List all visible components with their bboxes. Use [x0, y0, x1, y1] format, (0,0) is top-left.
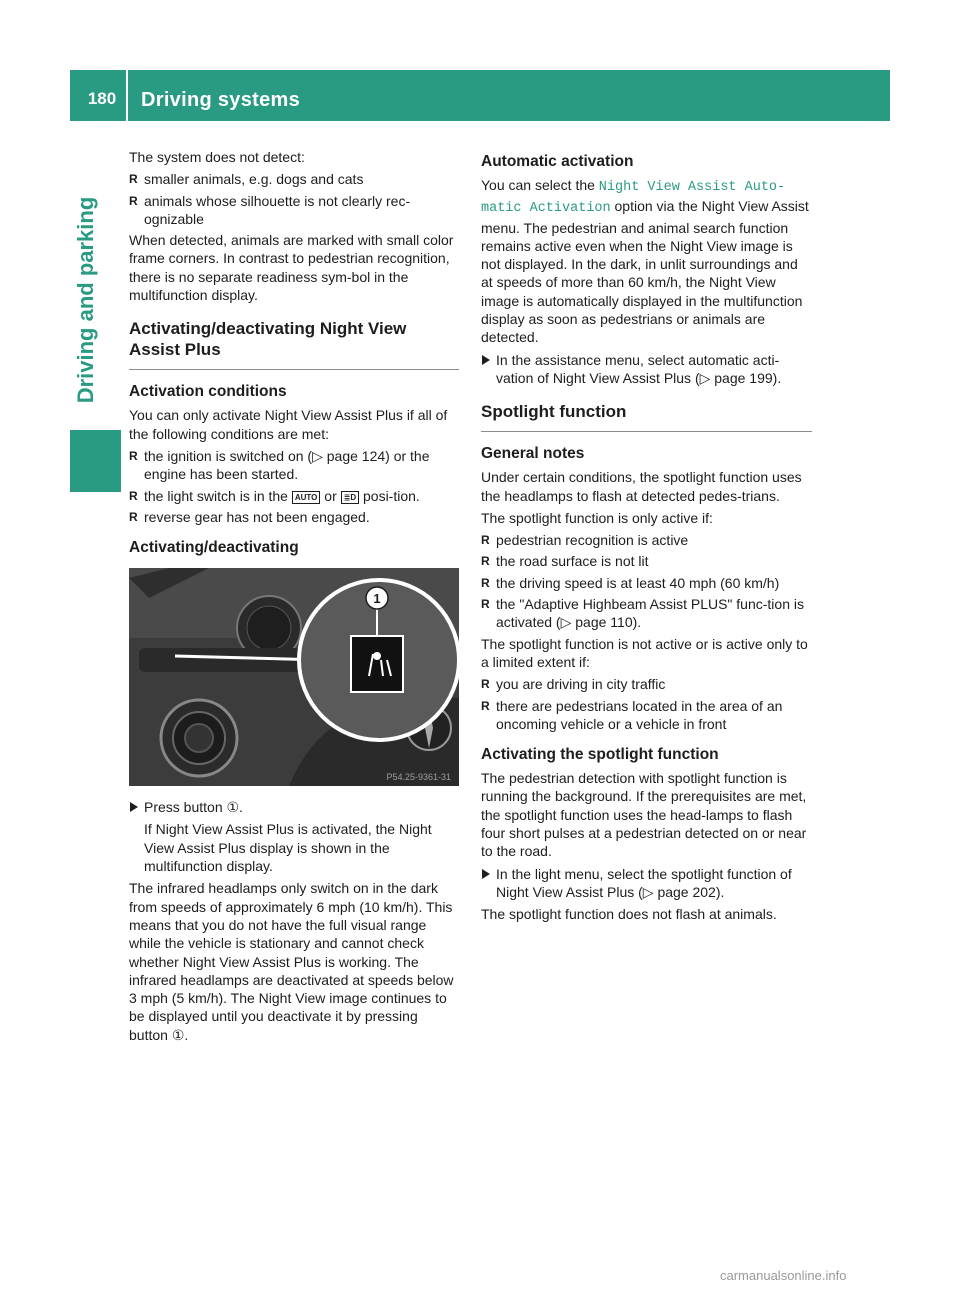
step-press-button: Press button ①.	[129, 798, 459, 816]
heading-activation-conditions: Activation conditions	[129, 383, 287, 401]
intro-text: The system does not detect:	[129, 149, 305, 165]
list-item: R the light switch is in the AUTO or ≣D posi-tion.	[129, 487, 459, 505]
page-ref-link[interactable]: page 202	[657, 883, 716, 900]
dashboard-illustration	[129, 568, 459, 786]
paragraph: Under certain conditions, the spotlight function uses the headlamps to flash at detected pedes-trians.	[481, 469, 802, 504]
list-item: R the road surface is not lit	[481, 552, 812, 570]
page-ref-link[interactable]: page 124	[326, 447, 386, 464]
heading-general-notes: General notes	[481, 445, 585, 463]
list-item: R the driving speed is at least 40 mph (60 km/h)	[481, 574, 812, 592]
menu-option-text: Night View Assist Auto-matic Activation	[481, 180, 786, 217]
page-ref-arrow-icon: ▷	[699, 369, 715, 386]
page-ref-link[interactable]: page 199	[714, 369, 773, 386]
section-title: Driving systems	[141, 89, 301, 111]
list-item: R the ignition is switched on (▷ page 124) or the engine has been started.	[129, 447, 459, 484]
list-item: R you are driving in city traffic	[481, 675, 812, 693]
heading-activating-deactivating: Activating/deactivating	[129, 539, 299, 557]
list-item: R reverse gear has not been engaged.	[129, 508, 459, 526]
list-item: R animals whose silhouette is not clearly rec-ognizable	[129, 192, 459, 229]
right-column	[481, 148, 812, 928]
heading-automatic-activation: Automatic activation	[481, 153, 634, 170]
page-ref-arrow-icon: ▷	[312, 447, 327, 464]
side-chapter-label: Driving and parking	[73, 196, 98, 404]
left-column	[129, 148, 459, 1048]
list-item: R the "Adaptive Highbeam Assist PLUS" func-tion is activated (▷ page 110).	[481, 595, 812, 632]
paragraph: The spotlight function is only active if:	[481, 509, 713, 526]
list-item: R pedestrian recognition is active	[481, 531, 812, 549]
heading-activating-spotlight: Activating the spotlight function	[481, 746, 719, 764]
paragraph: The spotlight function does not flash at animals.	[481, 906, 777, 923]
heading-spotlight-function: Spotlight function	[481, 401, 812, 432]
callout-1: 1	[373, 591, 381, 607]
paragraph: When detected, animals are marked with small color frame corners. In contrast to pedestrian recognition, there is no separate readiness sym-bol in the multifunction display.	[129, 232, 454, 304]
paragraph: The infrared headlamps only switch on in the dark from speeds of approximately 6 mph (10 km/h). This means that you do not have the full visual range while the vehicle is stationary and cannot check whether Night View Assist Plus is working. The infrared headlamps are deactivated at speeds below 3 mph (5 km/h). The Night View image continues to be displayed until you deactivate it by pressing button ①.	[129, 880, 454, 1043]
paragraph: You can select the Night View Assist Auto-matic Activation option via the Night View Assist menu. The pedestrian and animal search function remains active even when the Night View image is not displayed. In the dark, in unlit surroundings and at speeds of more than 60 km/h, the Night View image is automatically displayed in the multifunction display as soon as pedestrians or animals are detected.	[481, 177, 809, 346]
paragraph: You can only activate Night View Assist Plus if all of the following conditions are met:	[129, 407, 448, 442]
heading-activating-nightview: Activating/deactivating Night View Assist Plus	[129, 318, 459, 370]
list-item: R smaller animals, e.g. dogs and cats	[129, 170, 459, 188]
watermark: carmanualsonline.info	[720, 1268, 847, 1283]
step-result: If Night View Assist Plus is activated, the Night View Assist Plus display is shown in the multifunction display.	[144, 821, 432, 875]
page-ref-arrow-icon: ▷	[560, 614, 576, 631]
paragraph: The pedestrian detection with spotlight function is running the background. If the prerequisites are met, the spotlight function uses the head-lamps to flash four short pulses at a pedestrian detected on or near to the road.	[481, 770, 807, 860]
step-select-auto: In the assistance menu, select automatic acti-vation of Night View Assist Plus (▷ page 199).	[481, 351, 812, 388]
step-select-spotlight: In the light menu, select the spotlight function of Night View Assist Plus (▷ page 202).	[481, 865, 812, 902]
page-number: 180	[87, 89, 117, 108]
figure-code: P54.25-9361-31	[386, 772, 451, 783]
dashboard-figure	[129, 568, 459, 786]
paragraph: The spotlight function is not active or is active only to a limited extent if:	[481, 635, 808, 670]
page-ref-arrow-icon: ▷	[642, 883, 658, 900]
low-beam-icon: ≣D	[341, 491, 359, 504]
list-item: R there are pedestrians located in the area of an oncoming vehicle or a vehicle in front	[481, 697, 812, 734]
auto-light-icon: AUTO	[292, 491, 321, 504]
side-tab-marker	[70, 430, 121, 492]
header-divider	[126, 70, 128, 121]
page-ref-link[interactable]: page 110	[575, 614, 633, 631]
